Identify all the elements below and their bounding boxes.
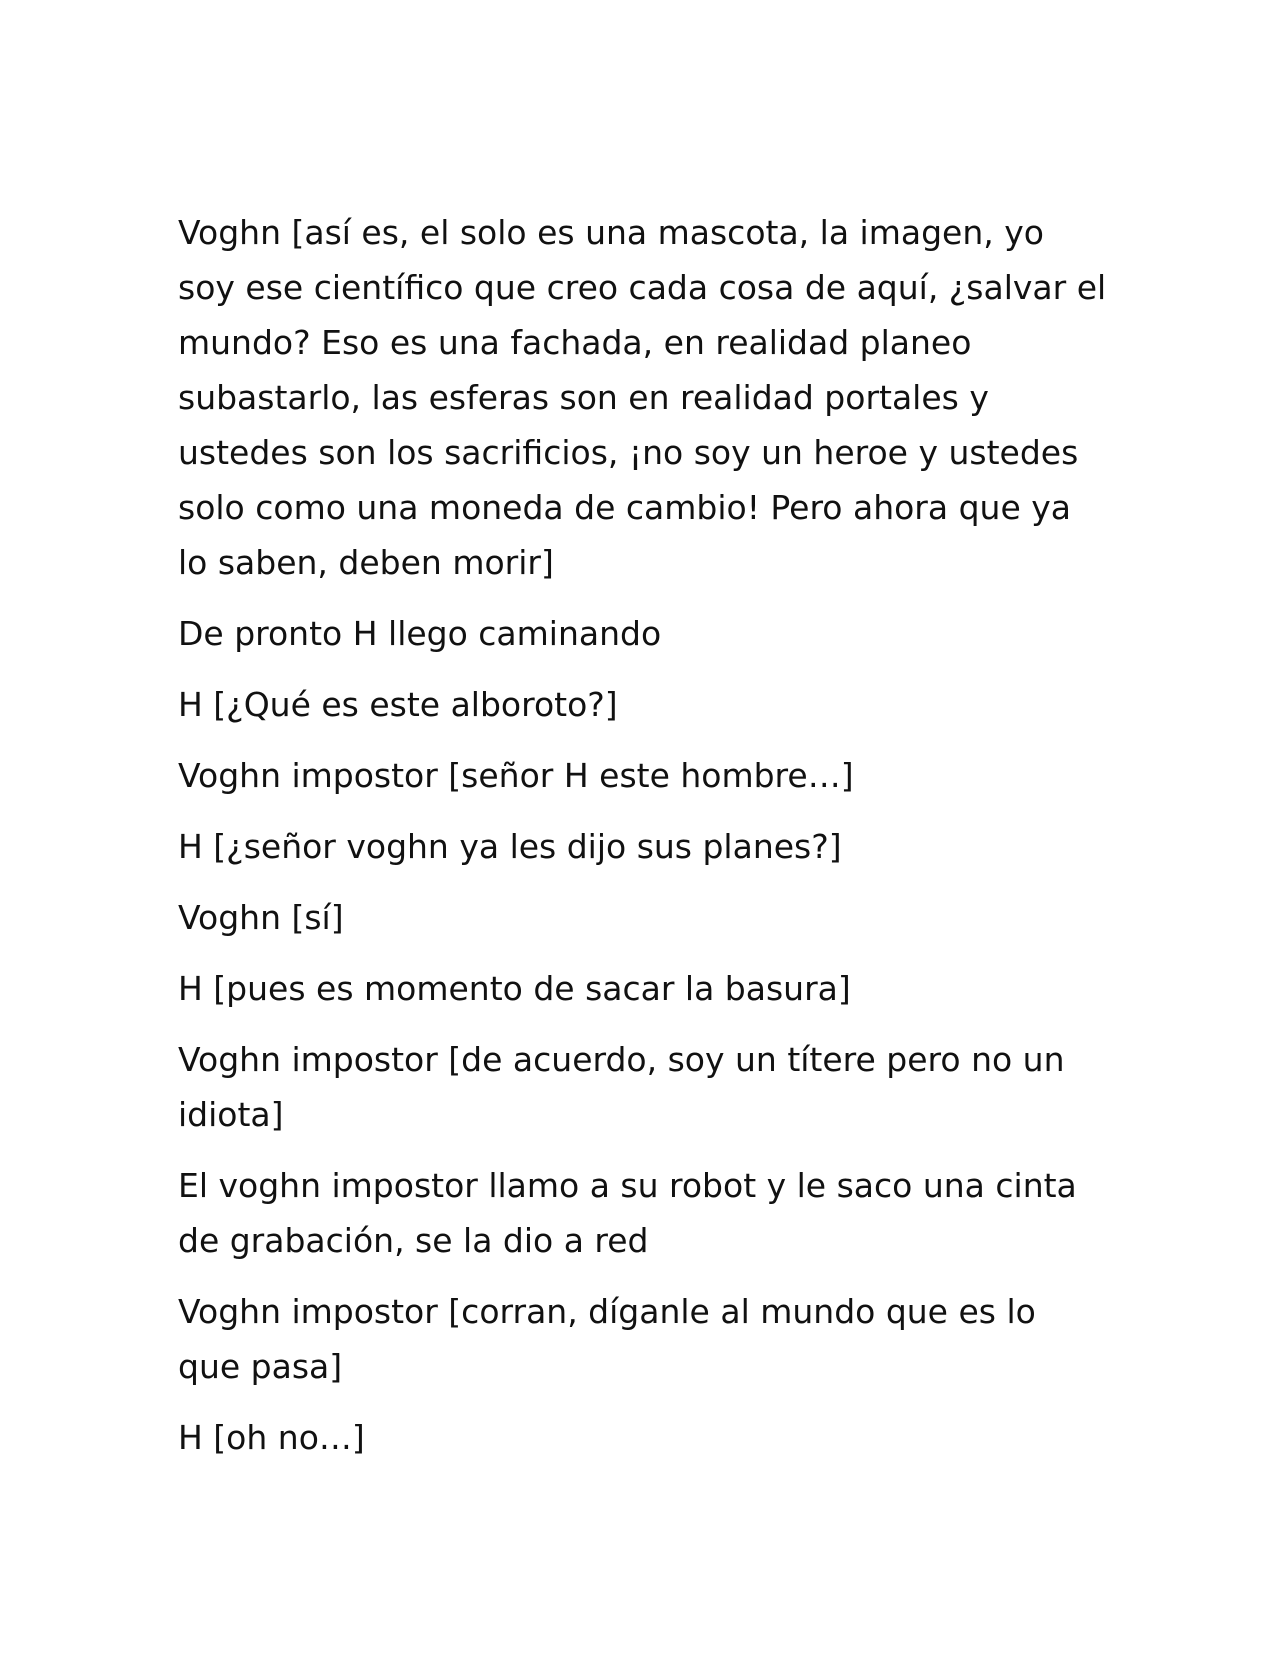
paragraph-voghn-monologue: Voghn [así es, el solo es una mascota, la imagen, yo soy ese científico que creo cada cosa de aquí, ¿salvar el mundo? Eso es una fachada, en realidad planeo subastarlo, las esferas son en realidad portales y ustedes son los sacrificios, ¡no soy un heroe y ustedes solo como una moneda de cambio! Pero ahora que ya lo saben, deben morir] [178, 213, 1107, 582]
paragraph-h-asks: H [¿Qué es este alboroto?] [178, 685, 618, 724]
paragraph-robot-tape: El voghn impostor llamo a su robot y le saco una cinta de grabación, se la dio a red [178, 1166, 1077, 1260]
paragraph-impostor-speaks: Voghn impostor [señor H este hombre…] [178, 756, 854, 795]
paragraph-h-oh-no: H [oh no…] [178, 1418, 365, 1457]
paragraph-impostor-run: Voghn impostor [corran, díganle al mundo que es lo que pasa] [178, 1292, 1036, 1386]
paragraph-h-question: H [¿señor voghn ya les dijo sus planes?] [178, 827, 842, 866]
document-body [178, 205, 1108, 1481]
paragraph-voghn-yes: Voghn [sí] [178, 898, 344, 937]
paragraph-h-arrives: De pronto H llego caminando [178, 614, 662, 653]
paragraph-h-trash: H [pues es momento de sacar la basura] [178, 969, 851, 1008]
paragraph-impostor-agrees: Voghn impostor [de acuerdo, soy un títere pero no un idiota] [178, 1040, 1065, 1134]
